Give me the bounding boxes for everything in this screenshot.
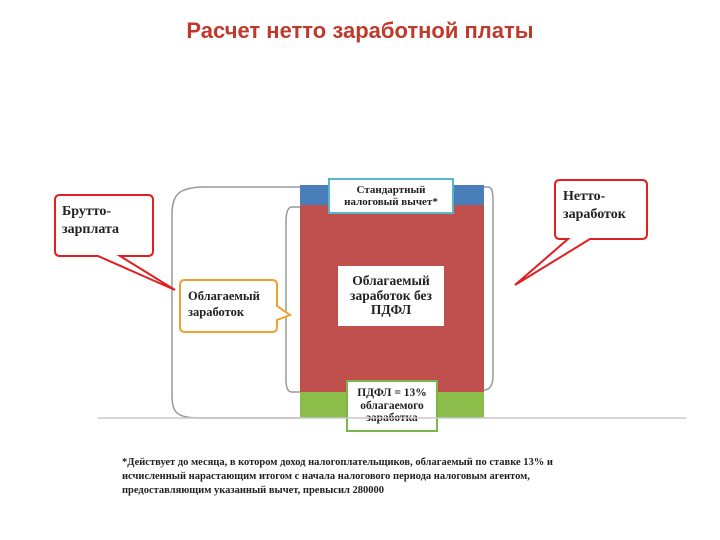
net-callout-text: Нетто-заработок <box>563 189 626 222</box>
net-brace <box>484 187 493 390</box>
taxable-brace <box>286 207 300 392</box>
page-title: Расчет нетто заработной платы <box>186 18 534 43</box>
footnote: *Действует до месяца, в котором доход налогоплательщиков, облагаемый по ставке 13% и исчисленный нарастающим итогом с начала налогового периода налоговым агентом, предоставляющим указанный вычет, превысил 280000 <box>122 457 553 497</box>
standard-deduction-label: Стандартный налоговый вычет* <box>328 178 454 214</box>
taxable-callout-text: Облагаемый заработок <box>188 289 260 319</box>
taxable-without-tax-label: Облагаемый заработок без ПДФЛ <box>338 266 444 326</box>
gross-callout-text: Брутто-зарплата <box>62 204 120 237</box>
income-tax-label: ПДФЛ = 13% облагаемого заработка <box>346 380 438 432</box>
